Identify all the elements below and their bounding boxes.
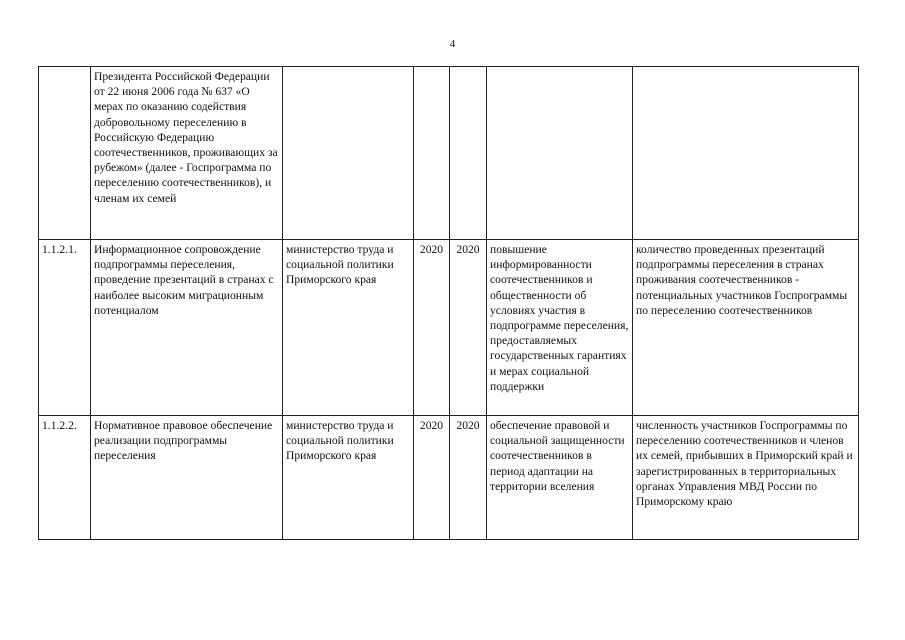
item-number: 1.1.2.2.	[39, 416, 91, 540]
activity-cell: Информационное сопровождение подпрограммы переселения, проведение презентаций в странах с наиболее высоким миграционным потенциалом	[91, 240, 283, 416]
table-row	[39, 67, 859, 240]
end-year-cell: 2020	[450, 416, 487, 540]
item-number: 1.1.2.1.	[39, 240, 91, 416]
item-number	[39, 67, 91, 240]
result-cell: обеспечение правовой и социальной защищенности соотечественников в период адаптации на территории вселения	[487, 416, 633, 540]
measures-table	[38, 66, 859, 540]
indicator-cell: количество проведенных презентаций подпрограммы переселения в странах проживания соотечественников - потенциальных участников Госпрограммы по переселению соотечественников	[633, 240, 859, 416]
activity-cell: Нормативное правовое обеспечение реализации подпрограммы переселения	[91, 416, 283, 540]
start-year-cell	[414, 67, 450, 240]
executor-cell: министерство труда и социальной политики Приморского края	[283, 416, 414, 540]
indicator-cell	[633, 67, 859, 240]
table-row	[39, 416, 859, 540]
activity-cell: Президента Российской Федерации от 22 июня 2006 года № 637 «О мерах по оказанию содействия добровольному переселению в Российскую Федерацию соотечественников, проживающих за рубежом» (далее - Госпрограмма по переселению соотечественников), и членам их семей	[91, 67, 283, 240]
end-year-cell: 2020	[450, 240, 487, 416]
executor-cell: министерство труда и социальной политики Приморского края	[283, 240, 414, 416]
result-cell	[487, 67, 633, 240]
page-number: 4	[449, 38, 456, 50]
executor-cell	[283, 67, 414, 240]
end-year-cell	[450, 67, 487, 240]
result-cell: повышение информированности соотечественников и общественности об условиях участия в подпрограмме переселения, предоставляемых государственных гарантиях и мерах социальной поддержки	[487, 240, 633, 416]
start-year-cell: 2020	[414, 416, 450, 540]
table-row	[39, 240, 859, 416]
start-year-cell: 2020	[414, 240, 450, 416]
indicator-cell: численность участников Госпрограммы по переселению соотечественников и членов их семей, прибывших в Приморский край и зарегистрированных в территориальных органах Управления МВД России по Приморскому краю	[633, 416, 859, 540]
